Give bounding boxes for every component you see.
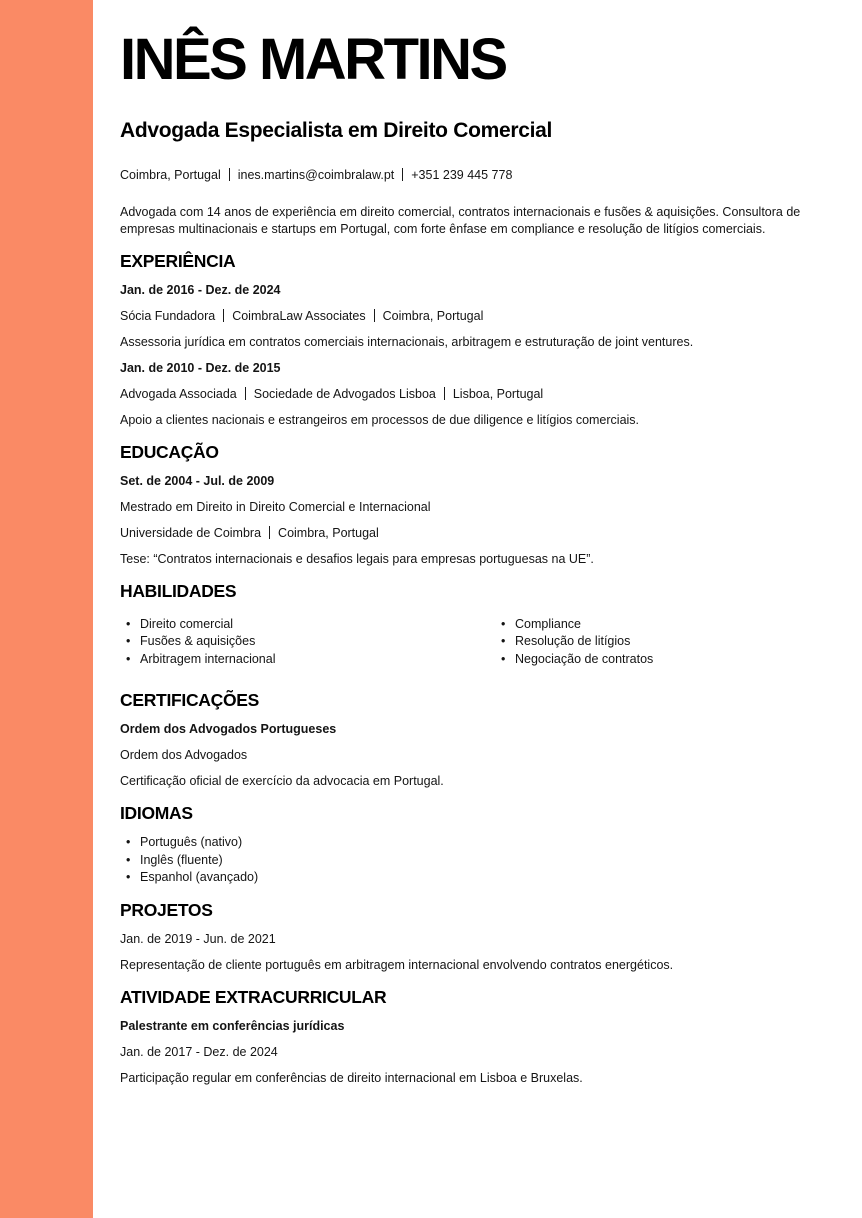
certification-issuer: Ordem dos Advogados [120,748,248,763]
separator [402,168,403,181]
separator [374,309,375,322]
skill-item: • Negociação de contratos [495,651,847,669]
experience-dates: Jan. de 2016 - Dez. de 2024 [120,282,281,297]
accent-sidebar [0,0,93,1218]
separator [269,526,270,539]
experience-entry [120,282,847,351]
skill-item: • Direito comercial [120,616,495,634]
section-heading-skills: HABILIDADES [120,580,237,601]
experience-description: Assessoria jurídica em contratos comerciais internacionais, arbitragem e estruturação de joint ventures. [120,334,694,349]
experience-entry [120,360,847,429]
education-dates: Set. de 2004 - Jul. de 2009 [120,473,275,488]
language-item: • Espanhol (avançado) [120,869,847,887]
certification-description: Certificação oficial de exercício da advocacia em Portugal. [120,774,444,789]
professional-summary: Advogada com 14 anos de experiência em direito comercial, contratos internacionais e fusões & aquisições. Consultora de empresas multinacionais e startups em Portugal, com forte ênfase em compliance e resolução de litígios comerciais. [120,204,801,236]
language-item: • Inglês (fluente) [120,852,847,870]
separator [444,387,445,400]
skills-columns [120,612,847,678]
skill-item: • Arbitragem internacional [120,651,495,669]
job-title: Advogada Especialista em Direito Comercial [120,118,553,142]
experience-description: Apoio a clientes nacionais e estrangeiros em processos de due diligence e litígios comerciais. [120,412,640,427]
skill-item: • Fusões & aquisições [120,633,495,651]
skills-column-1 [120,616,495,669]
experience-role-line [120,308,847,325]
project-description: Representação de cliente português em arbitragem internacional envolvendo contratos energéticos. [120,957,674,972]
experience-dates: Jan. de 2010 - Dez. de 2015 [120,360,281,375]
languages-list [120,834,847,887]
experience-location: Coimbra, Portugal [382,308,484,323]
certification-title: Ordem dos Advogados Portugueses [120,722,337,737]
section-heading-extracurricular: ATIVIDADE EXTRACURRICULAR [120,986,387,1007]
extracurricular-description: Participação regular em conferências de direito internacional em Lisboa e Bruxelas. [120,1070,583,1085]
project-entry [120,931,847,974]
experience-location: Lisboa, Portugal [452,386,544,401]
experience-role: Sócia Fundadora [120,308,216,323]
contact-line [120,167,847,184]
education-location: Coimbra, Portugal [278,525,379,540]
person-name: INÊS MARTINS [120,27,506,92]
certification-entry [120,721,847,790]
experience-role: Advogada Associada [120,386,237,401]
contact-email: ines.martins@coimbralaw.pt [237,167,395,182]
contact-location: Coimbra, Portugal [120,167,221,182]
separator [229,168,230,181]
experience-company: CoimbraLaw Associates [232,308,366,323]
education-entry [120,473,847,568]
extracurricular-title: Palestrante em conferências jurídicas [120,1018,345,1033]
separator [245,387,246,400]
experience-company: Sociedade de Advogados Lisboa [253,386,436,401]
language-item: • Português (nativo) [120,834,847,852]
project-dates: Jan. de 2019 - Jun. de 2021 [120,931,276,946]
experience-role-line [120,386,847,403]
section-heading-certifications: CERTIFICAÇÕES [120,690,260,711]
resume-document [120,0,847,1096]
education-school-line [120,525,847,542]
section-heading-education: EDUCAÇÃO [120,441,219,462]
extracurricular-entry [120,1018,847,1087]
skill-item: • Resolução de litígios [495,633,847,651]
section-heading-experience: EXPERIÊNCIA [120,250,236,271]
contact-phone: +351 239 445 778 [411,167,513,182]
skills-column-2 [495,616,847,669]
section-heading-projects: PROJETOS [120,899,213,920]
separator [223,309,224,322]
education-degree: Mestrado em Direito in Direito Comercial e Internacional [120,499,431,514]
section-heading-languages: IDIOMAS [120,803,193,824]
extracurricular-dates: Jan. de 2017 - Dez. de 2024 [120,1044,278,1059]
education-school: Universidade de Coimbra [120,525,262,540]
skill-item: • Compliance [495,616,847,634]
education-thesis: Tese: “Contratos internacionais e desafios legais para empresas portuguesas na UE”. [120,551,594,566]
